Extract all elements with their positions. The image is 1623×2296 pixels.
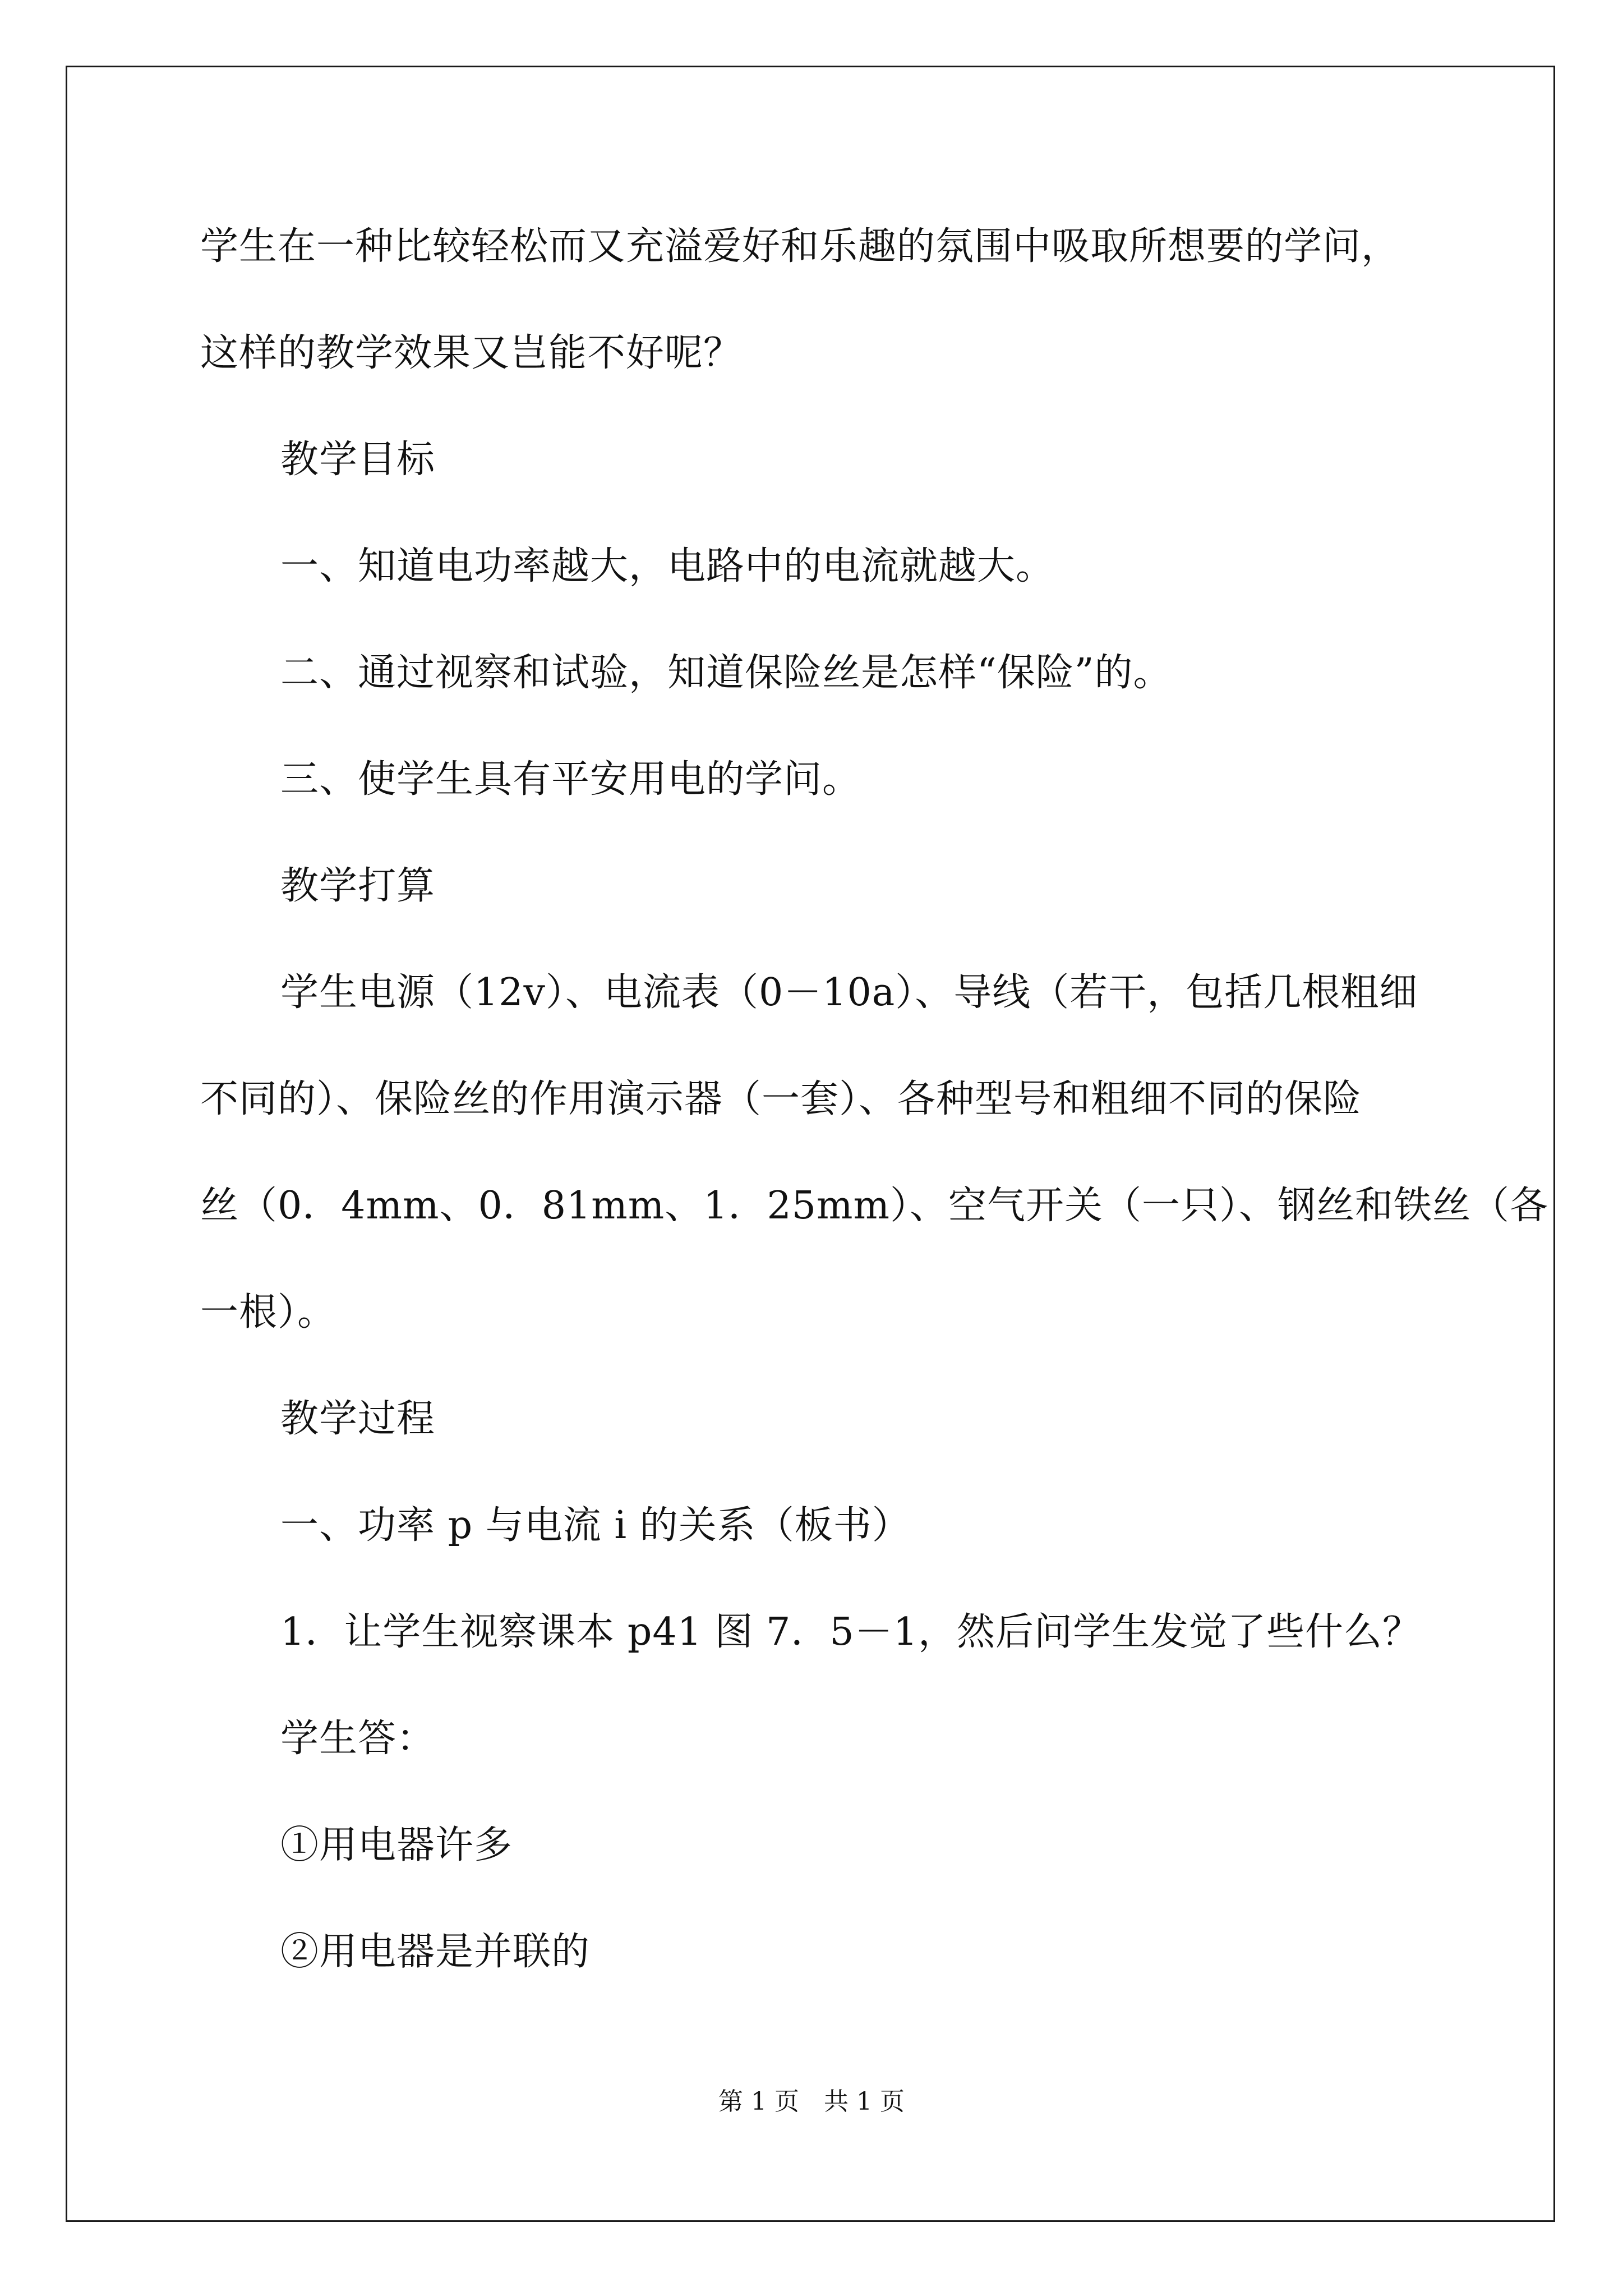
preparation-line-3: 丝（0．4mm、0．81mm、1．25mm）、空气开关（一只）、钢丝和铁丝（各: [200, 1184, 1548, 1228]
preparation-line-2: 不同的）、保险丝的作用演示器（一套）、各种型号和粗细不同的保险: [200, 1077, 1362, 1121]
section-heading-preparation: 教学打算: [280, 864, 436, 908]
objective-1: 一、知道电功率越大，电路中的电流就越大。: [280, 544, 1055, 588]
process-step-1: 1．让学生视察课本 p41 图 7．5－1，然后问学生发觉了些什么？: [280, 1610, 1421, 1654]
page-footer: 第 1 页 共 1 页: [718, 2087, 905, 2116]
preparation-line-1: 学生电源（12v）、电流表（0－10a）、导线（若干，包括几根粗细: [280, 970, 1418, 1015]
student-answer-2: ②用电器是并联的: [280, 1930, 591, 1974]
student-answer-1: ①用电器许多: [280, 1823, 513, 1867]
section-heading-objectives: 教学目标: [280, 438, 436, 482]
page-border: [66, 66, 1555, 2222]
section-heading-process: 教学过程: [280, 1397, 436, 1441]
text-line-1: 学生在一种比较轻松而又充溢爱好和乐趣的氛围中吸取所想要的学问，: [200, 224, 1400, 269]
preparation-line-4: 一根）。: [200, 1290, 336, 1335]
student-answer-label: 学生答：: [280, 1717, 436, 1761]
objective-2: 二、通过视察和试验，知道保险丝是怎样“保险”的。: [280, 651, 1172, 695]
process-subheading-1: 一、功率 p 与电流 i 的关系（板书）: [280, 1503, 911, 1548]
objective-3: 三、使学生具有平安用电的学问。: [280, 757, 861, 802]
text-line-2: 这样的教学效果又岂能不好呢？: [200, 331, 743, 375]
